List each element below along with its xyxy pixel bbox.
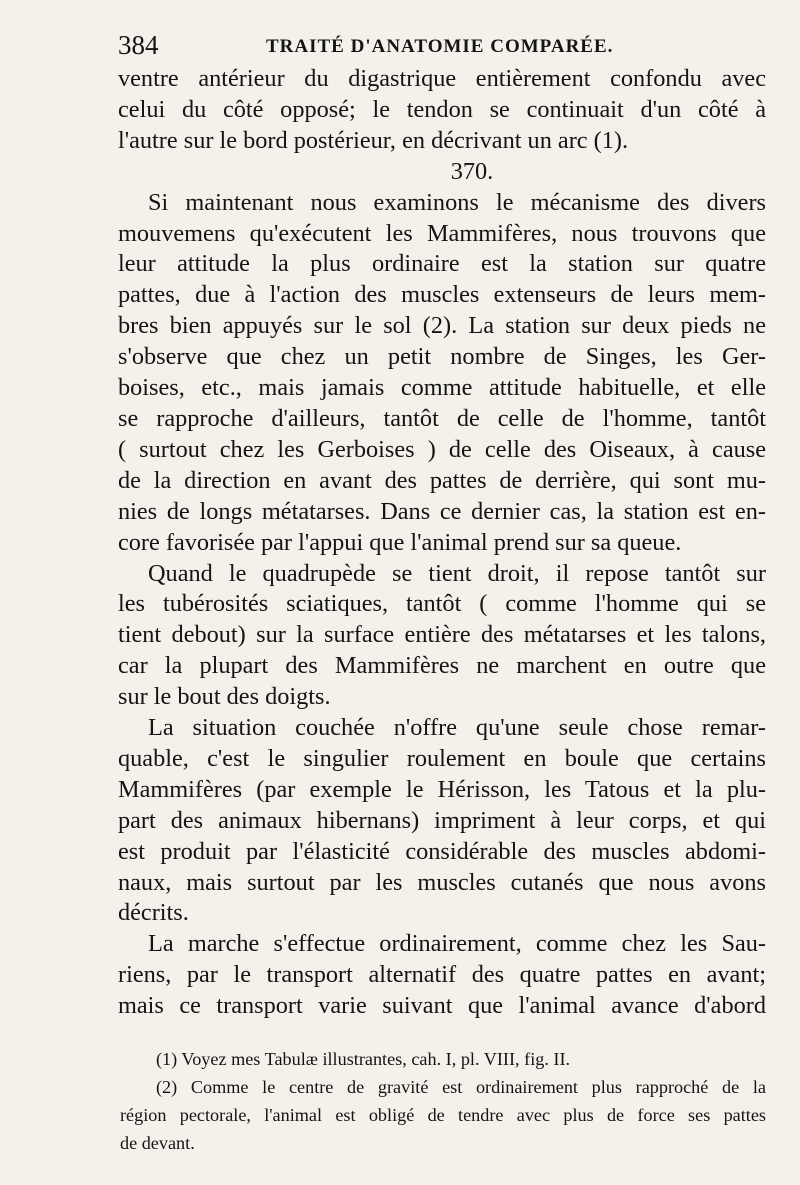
footnote-2: (2) Comme le centre de gravité est ordinairement plus rapproché de la [156,1077,766,1097]
body-text [118,64,766,1022]
text-line: Si maintenant nous examinons le mécanisme des divers [148,188,766,216]
footnotes [120,1045,766,1157]
text-line: naux, mais surtout par les muscles cutanés que nous avons [118,868,766,896]
page-number: 384 [118,30,159,60]
text-line: les tubérosités sciatiques, tantôt ( comme l'homme qui se [118,590,766,618]
text-line: l'autre sur le bord postérieur, en décrivant un arc (1). [118,126,629,154]
text-line: de la direction en avant des pattes de derrière, qui sont mu- [118,466,766,494]
text-line: pattes, due à l'action des muscles extenseurs de leurs mem- [118,281,766,309]
text-line: décrits. [118,899,189,927]
text-line: mouvemens qu'exécutent les Mammifères, nous trouvons que [118,219,766,247]
text-line: sur le bout des doigts. [118,683,331,711]
section-number: 370. [450,157,494,185]
footnote-2-continued: région pectorale, l'animal est obligé de tendre avec plus de force ses pattes [120,1105,766,1125]
text-line: leur attitude la plus ordinaire est la station sur quatre [118,250,766,278]
text-line: celui du côté opposé; le tendon se continuait d'un côté à [118,95,766,123]
text-line: car la plupart des Mammifères ne marchent en outre que [118,652,766,680]
text-line: La marche s'effectue ordinairement, comme chez les Sau- [148,930,766,958]
text-line: quable, c'est le singulier roulement en boule que certains [118,744,766,772]
text-line: core favorisée par l'appui que l'animal prend sur sa queue. [118,528,682,556]
running-title: TRAITÉ D'ANATOMIE COMPARÉE. [266,36,614,57]
footnote-1: (1) Voyez mes Tabulæ illustrantes, cah. I, pl. VIII, fig. II. [156,1049,571,1069]
text-line: tient debout) sur la surface entière des métatarses et les talons, [118,621,766,649]
text-line: s'observe que chez un petit nombre de Singes, les Ger- [118,343,766,371]
text-line: boises, etc., mais jamais comme attitude habituelle, et elle [118,374,766,402]
text-line: riens, par le transport alternatif des quatre pattes en avant; [118,961,766,989]
text-line: Mammifères (par exemple le Hérisson, les Tatous et la plu- [118,775,766,803]
text-line: se rapproche d'ailleurs, tantôt de celle de l'homme, tantôt [118,404,766,432]
text-line: bres bien appuyés sur le sol (2). La station sur deux pieds ne [118,312,766,340]
text-line: mais ce transport varie suivant que l'animal avance d'abord [118,992,766,1020]
text-line: ( surtout chez les Gerboises ) de celle des Oiseaux, à cause [118,435,766,463]
footnote-2-end: de devant. [120,1133,195,1153]
text-line: Quand le quadrupède se tient droit, il repose tantôt sur [148,559,766,587]
text-line: nies de longs métatarses. Dans ce dernier cas, la station est en- [118,497,766,525]
page-header [118,30,768,62]
text-line: ventre antérieur du digastrique entièrement confondu avec [118,65,766,92]
text-line: est produit par l'élasticité considérable des muscles abdomi- [118,837,766,865]
text-line: part des animaux hibernans) impriment à leur corps, et qui [118,806,766,834]
text-line: La situation couchée n'offre qu'une seule chose remar- [148,714,766,742]
